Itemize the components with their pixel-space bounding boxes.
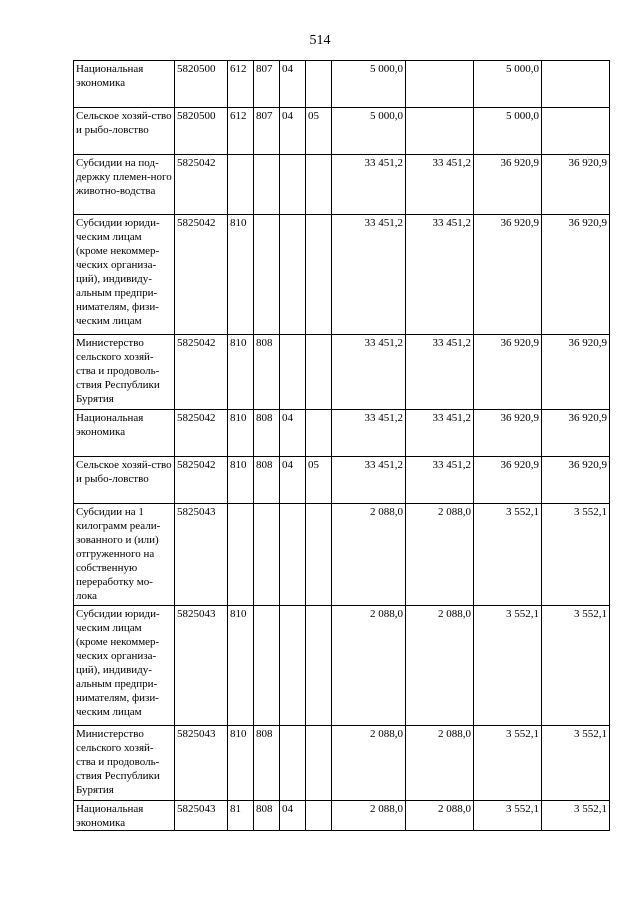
subsection-code xyxy=(306,155,332,215)
amount-3: 36 920,9 xyxy=(474,457,542,504)
table-row xyxy=(74,606,610,726)
amount-1: 33 451,2 xyxy=(332,410,406,457)
expense-type: 810 xyxy=(228,215,254,335)
amount-4: 3 552,1 xyxy=(542,726,610,801)
amount-4 xyxy=(542,108,610,155)
amount-3: 36 920,9 xyxy=(474,215,542,335)
amount-2: 33 451,2 xyxy=(406,155,474,215)
target-code: 5825042 xyxy=(175,155,228,215)
target-code: 5825043 xyxy=(175,726,228,801)
budget-table xyxy=(73,60,610,831)
target-code: 5825043 xyxy=(175,504,228,606)
table-row xyxy=(74,155,610,215)
table-row xyxy=(74,108,610,155)
expense-type: 810 xyxy=(228,335,254,410)
section-code: 04 xyxy=(280,108,306,155)
department-code: 807 xyxy=(254,61,280,108)
row-name: Национальная экономика xyxy=(74,801,175,831)
amount-3: 36 920,9 xyxy=(474,410,542,457)
amount-3: 3 552,1 xyxy=(474,504,542,606)
section-code xyxy=(280,726,306,801)
amount-1: 5 000,0 xyxy=(332,61,406,108)
table-row xyxy=(74,215,610,335)
department-code: 808 xyxy=(254,726,280,801)
subsection-code: 05 xyxy=(306,457,332,504)
amount-4: 36 920,9 xyxy=(542,155,610,215)
subsection-code: 05 xyxy=(306,108,332,155)
table-row xyxy=(74,457,610,504)
subsection-code xyxy=(306,61,332,108)
amount-2: 33 451,2 xyxy=(406,335,474,410)
amount-2: 33 451,2 xyxy=(406,215,474,335)
amount-2: 33 451,2 xyxy=(406,457,474,504)
target-code: 5825043 xyxy=(175,801,228,831)
department-code: 807 xyxy=(254,108,280,155)
section-code xyxy=(280,215,306,335)
subsection-code xyxy=(306,606,332,726)
subsection-code xyxy=(306,215,332,335)
amount-2 xyxy=(406,61,474,108)
amount-3: 36 920,9 xyxy=(474,155,542,215)
amount-4: 36 920,9 xyxy=(542,215,610,335)
row-name: Субсидии юриди-ческим лицам (кроме некоммер-ческих организа-ций), индивиду-альным предпри-нимателям, физи-ческим лицам xyxy=(74,215,175,335)
amount-3: 5 000,0 xyxy=(474,108,542,155)
section-code xyxy=(280,335,306,410)
department-code xyxy=(254,606,280,726)
section-code xyxy=(280,504,306,606)
row-name: Национальная экономика xyxy=(74,410,175,457)
department-code: 808 xyxy=(254,801,280,831)
section-code: 04 xyxy=(280,61,306,108)
department-code: 808 xyxy=(254,335,280,410)
row-name: Министерство сельского хозяй-ства и продоволь-ствия Республики Бурятия xyxy=(74,726,175,801)
target-code: 5825042 xyxy=(175,215,228,335)
amount-1: 33 451,2 xyxy=(332,215,406,335)
amount-3: 36 920,9 xyxy=(474,335,542,410)
row-name: Министерство сельского хозяй-ства и продоволь-ствия Республики Бурятия xyxy=(74,335,175,410)
amount-1: 2 088,0 xyxy=(332,606,406,726)
target-code: 5825042 xyxy=(175,410,228,457)
table-row xyxy=(74,801,610,831)
row-name: Сельское хозяй-ство и рыбо-ловство xyxy=(74,457,175,504)
amount-3: 3 552,1 xyxy=(474,726,542,801)
section-code xyxy=(280,155,306,215)
expense-type: 810 xyxy=(228,726,254,801)
section-code xyxy=(280,606,306,726)
row-name: Субсидии на под-держку племен-ного животно-водства xyxy=(74,155,175,215)
amount-3: 3 552,1 xyxy=(474,801,542,831)
expense-type xyxy=(228,155,254,215)
amount-4: 3 552,1 xyxy=(542,606,610,726)
amount-1: 2 088,0 xyxy=(332,504,406,606)
section-code: 04 xyxy=(280,410,306,457)
expense-type: 81 xyxy=(228,801,254,831)
table-row xyxy=(74,504,610,606)
amount-1: 33 451,2 xyxy=(332,335,406,410)
expense-type: 810 xyxy=(228,457,254,504)
amount-4 xyxy=(542,61,610,108)
table-row xyxy=(74,61,610,108)
department-code xyxy=(254,504,280,606)
subsection-code xyxy=(306,726,332,801)
section-code: 04 xyxy=(280,801,306,831)
expense-type: 612 xyxy=(228,61,254,108)
row-name: Субсидии на 1 килограмм реали-зованного и (или) отгруженного на собственную переработку мо-лока xyxy=(74,504,175,606)
amount-1: 2 088,0 xyxy=(332,726,406,801)
amount-1: 5 000,0 xyxy=(332,108,406,155)
expense-type: 810 xyxy=(228,410,254,457)
amount-4: 36 920,9 xyxy=(542,410,610,457)
amount-2: 2 088,0 xyxy=(406,606,474,726)
section-code: 04 xyxy=(280,457,306,504)
table-row xyxy=(74,410,610,457)
amount-2 xyxy=(406,108,474,155)
amount-2: 2 088,0 xyxy=(406,726,474,801)
row-name: Национальная экономика xyxy=(74,61,175,108)
target-code: 5820500 xyxy=(175,61,228,108)
subsection-code xyxy=(306,335,332,410)
amount-4: 36 920,9 xyxy=(542,457,610,504)
department-code: 808 xyxy=(254,410,280,457)
row-name: Сельское хозяй-ство и рыбо-ловство xyxy=(74,108,175,155)
target-code: 5820500 xyxy=(175,108,228,155)
row-name: Субсидии юриди-ческим лицам (кроме некоммер-ческих организа-ций), индивиду-альным предпри-нимателям, физи-ческим лицам xyxy=(74,606,175,726)
table-row xyxy=(74,726,610,801)
amount-1: 2 088,0 xyxy=(332,801,406,831)
target-code: 5825042 xyxy=(175,335,228,410)
department-code: 808 xyxy=(254,457,280,504)
department-code xyxy=(254,155,280,215)
page-number: 514 xyxy=(309,33,331,48)
amount-3: 3 552,1 xyxy=(474,606,542,726)
target-code: 5825043 xyxy=(175,606,228,726)
subsection-code xyxy=(306,801,332,831)
amount-3: 5 000,0 xyxy=(474,61,542,108)
amount-2: 2 088,0 xyxy=(406,504,474,606)
expense-type: 612 xyxy=(228,108,254,155)
subsection-code xyxy=(306,410,332,457)
department-code xyxy=(254,215,280,335)
expense-type xyxy=(228,504,254,606)
target-code: 5825042 xyxy=(175,457,228,504)
amount-4: 3 552,1 xyxy=(542,504,610,606)
amount-4: 36 920,9 xyxy=(542,335,610,410)
amount-2: 2 088,0 xyxy=(406,801,474,831)
amount-1: 33 451,2 xyxy=(332,457,406,504)
amount-4: 3 552,1 xyxy=(542,801,610,831)
table-row xyxy=(74,335,610,410)
amount-2: 33 451,2 xyxy=(406,410,474,457)
expense-type: 810 xyxy=(228,606,254,726)
subsection-code xyxy=(306,504,332,606)
amount-1: 33 451,2 xyxy=(332,155,406,215)
